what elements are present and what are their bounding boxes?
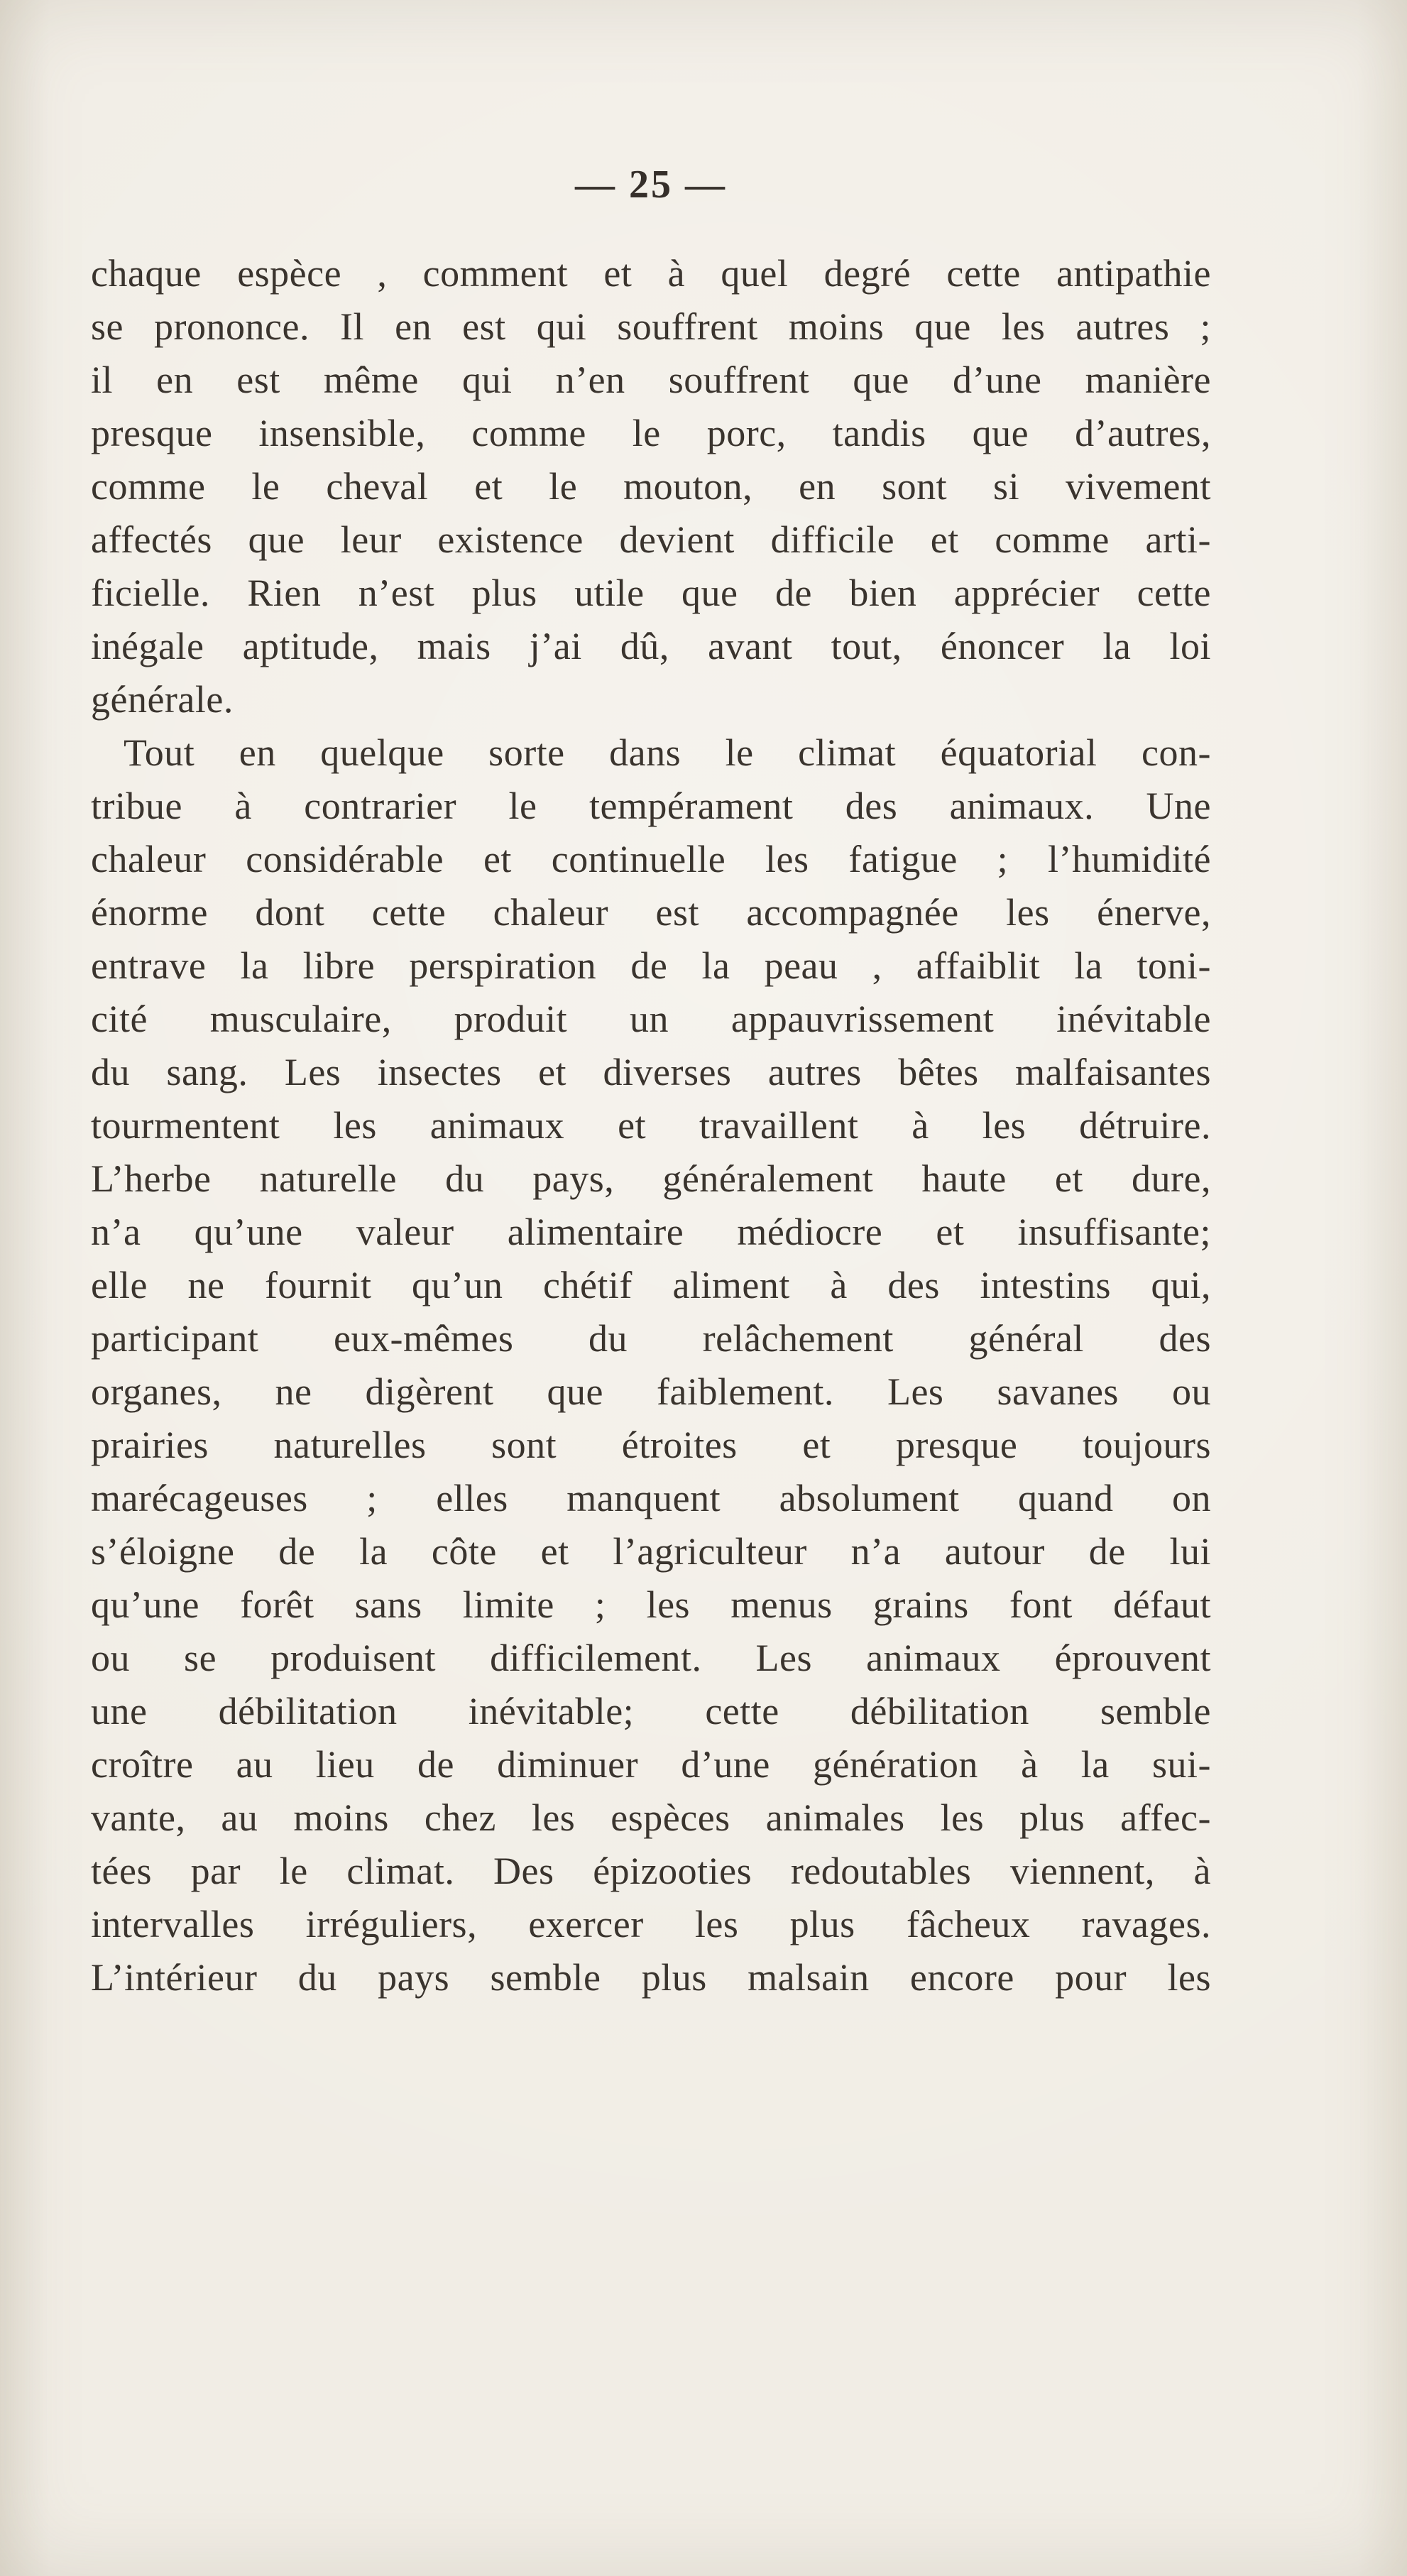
text-line: du sang. Les insectes et diverses autres bêtes malfaisantes [91,1051,1211,1093]
text-line: qu’une forêt sans limite ; les menus grains font défaut [91,1583,1211,1626]
text-line: tribue à contrarier le tempérament des animaux. Une [91,785,1211,827]
text-line: il en est même qui n’en souffrent que d’une manière [91,359,1211,401]
text-line: affectés que leur existence devient difficile et comme arti- [91,518,1211,561]
text-line: prairies naturelles sont étroites et presque toujours [91,1424,1211,1466]
page-number: — 25 — [575,163,727,207]
text-line: ou se produisent difficilement. Les animaux éprouvent [91,1637,1211,1679]
text-line: tées par le climat. Des épizooties redoutables viennent, à [91,1850,1211,1892]
text-line: intervalles irréguliers, exercer les plus fâcheux ravages. [91,1903,1211,1945]
text-line: comme le cheval et le mouton, en sont si vivement [91,465,1211,508]
text-line: participant eux-mêmes du relâchement général des [91,1317,1211,1360]
text-line: L’herbe naturelle du pays, généralement haute et dure, [91,1157,1211,1200]
text-line: chaleur considérable et continuelle les fatigue ; l’humidité [91,838,1211,880]
text-line: presque insensible, comme le porc, tandis que d’autres, [91,412,1211,454]
text-line: se prononce. Il en est qui souffrent moins que les autres ; [91,305,1211,348]
text-line: générale. [91,678,234,721]
text-line: elle ne fournit qu’un chétif aliment à des intestins qui, [91,1264,1211,1306]
text-line: L’intérieur du pays semble plus malsain encore pour les [91,1956,1211,1999]
text-line: entrave la libre perspiration de la peau , affaiblit la toni- [91,944,1211,987]
text-line: énorme dont cette chaleur est accompagnée les énerve, [91,891,1211,934]
text-line: chaque espèce , comment et à quel degré cette antipathie [91,252,1211,295]
text-line: s’éloigne de la côte et l’agriculteur n’a autour de lui [91,1530,1211,1573]
text-line: croître au lieu de diminuer d’une génération à la sui- [91,1743,1211,1786]
body-text [91,247,1211,2004]
text-line: inégale aptitude, mais j’ai dû, avant tout, énoncer la loi [91,625,1211,667]
text-line: vante, au moins chez les espèces animales les plus affec- [91,1796,1211,1839]
text-line: n’a qu’une valeur alimentaire médiocre et insuffisante; [91,1211,1211,1253]
text-line: Tout en quelque sorte dans le climat équatorial con- [124,731,1211,774]
text-line: organes, ne digèrent que faiblement. Les savanes ou [91,1370,1211,1413]
text-line: tourmentent les animaux et travaillent à les détruire. [91,1104,1211,1147]
text-line: une débilitation inévitable; cette débilitation semble [91,1690,1211,1732]
text-line: cité musculaire, produit un appauvrissement inévitable [91,998,1211,1040]
text-line: ficielle. Rien n’est plus utile que de bien apprécier cette [91,572,1211,614]
text-line: marécageuses ; elles manquent absolument quand on [91,1477,1211,1519]
